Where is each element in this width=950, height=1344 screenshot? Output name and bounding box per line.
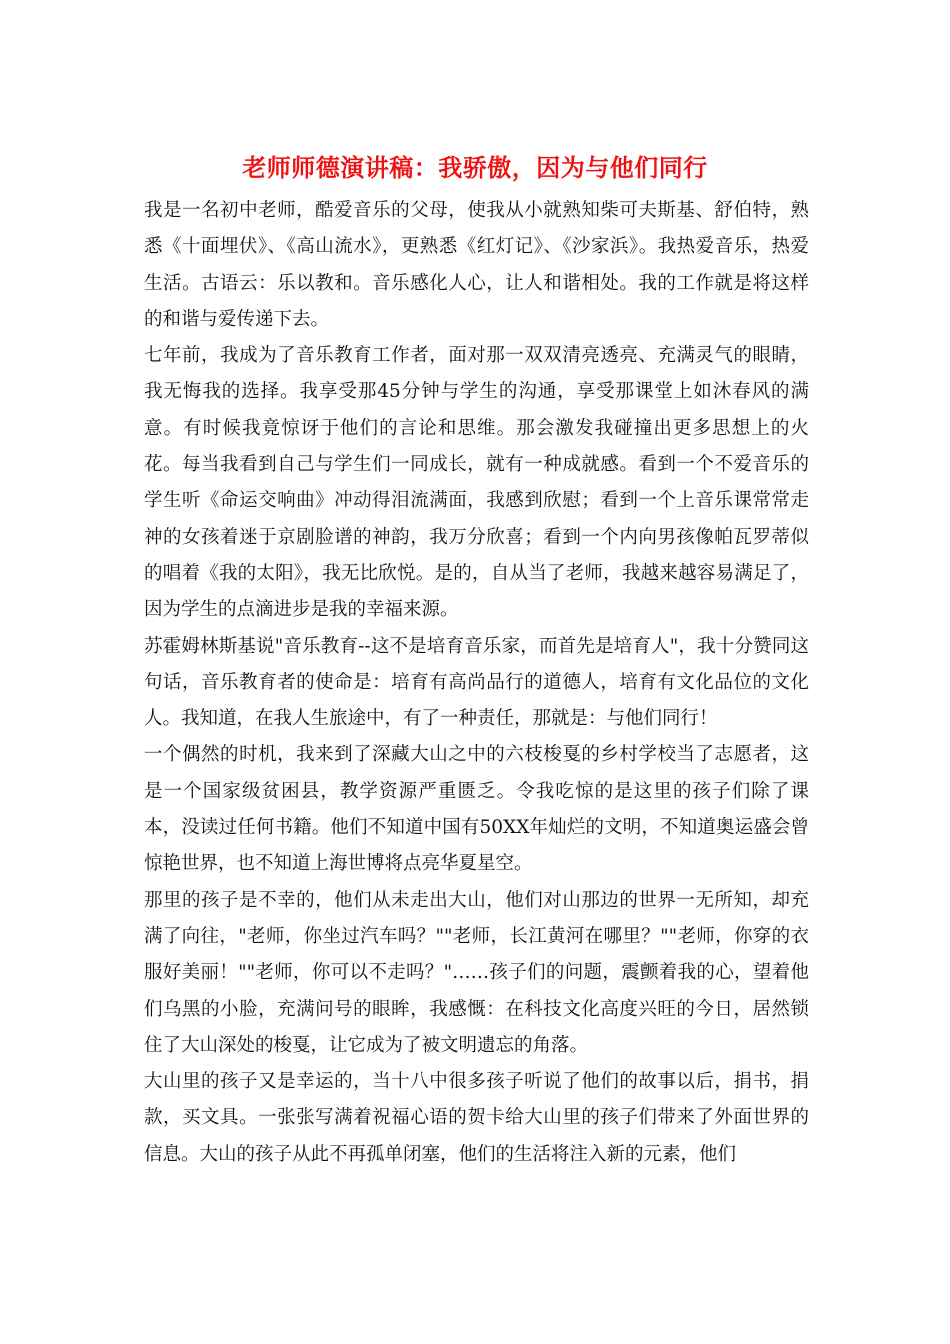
paragraph: 苏霍姆林斯基说"音乐教育--这不是培育音乐家，而首先是培育人"，我十分赞同这句话，音乐教育者的使命是：培育有高尚品行的道德人，培育有文化品位的文化人。我知道，在我人生旅途中，有了一种责任，那就是：与他们同行！ xyxy=(144,635,809,730)
paragraph: 我是一名初中老师，酷爱音乐的父母，使我从小就熟知柴可夫斯基、舒伯特，熟悉《十面埋伏》、《高山流水》，更熟悉《红灯记》、《沙家浜》。我热爱音乐，热爱生活。古语云：乐以教和。音乐感化人心，让人和谐相处。我的工作就是将这样的和谐与爱传递下去。 xyxy=(144,200,809,330)
paragraph: 七年前，我成为了音乐教育工作者，面对那一双双清亮透亮、充满灵气的眼睛，我无悔我的选择。我享受那45分钟与学生的沟通，享受那课堂上如沐春风的满意。有时候我竟惊讶于他们的言论和思维。那会激发我碰撞出更多思想上的火花。每当我看到自己与学生们一同成长，就有一种成就感。看到一个不爱音乐的学生听《命运交响曲》冲动得泪流满面，我感到欣慰；看到一个上音乐课常常走神的女孩着迷于京剧脸谱的神韵，我万分欣喜；看到一个内向男孩像帕瓦罗蒂似的唱着《我的太阳》，我无比欣悦。是的，自从当了老师，我越来越容易满足了，因为学生的点滴进步是我的幸福来源。 xyxy=(144,345,809,621)
paragraph: 大山里的孩子又是幸运的，当十八中很多孩子听说了他们的故事以后，捐书，捐款，买文具。一张张写满着祝福心语的贺卡给大山里的孩子们带来了外面世界的信息。大山的孩子从此不再孤单闭塞，他们的生活将注入新的元素，他们 xyxy=(144,1071,809,1165)
document-body xyxy=(144,193,809,1173)
paragraph: 那里的孩子是不幸的，他们从未走出大山，他们对山那边的世界一无所知，却充满了向往，"老师，你坐过汽车吗？""老师，长江黄河在哪里？""老师，你穿的衣服好美丽！""老师，你可以不走吗？"……孩子们的问题，震颤着我的心，望着他们乌黑的小脸，充满问号的眼眸，我感慨：在科技文化高度兴旺的今日，居然锁住了大山深处的梭戛，让它成为了被文明遗忘的角落。 xyxy=(144,889,809,1056)
paragraph: 一个偶然的时机，我来到了深藏大山之中的六枝梭戛的乡村学校当了志愿者，这是一个国家级贫困县，教学资源严重匮乏。令我吃惊的是这里的孩子们除了课本，没读过任何书籍。他们不知道中国有50XX年灿烂的文明，不知道奥运盛会曾惊艳世界，也不知道上海世博将点亮华夏星空。 xyxy=(144,744,809,875)
document-title: 老师师德演讲稿：我骄傲，因为与他们同行 xyxy=(242,153,708,182)
